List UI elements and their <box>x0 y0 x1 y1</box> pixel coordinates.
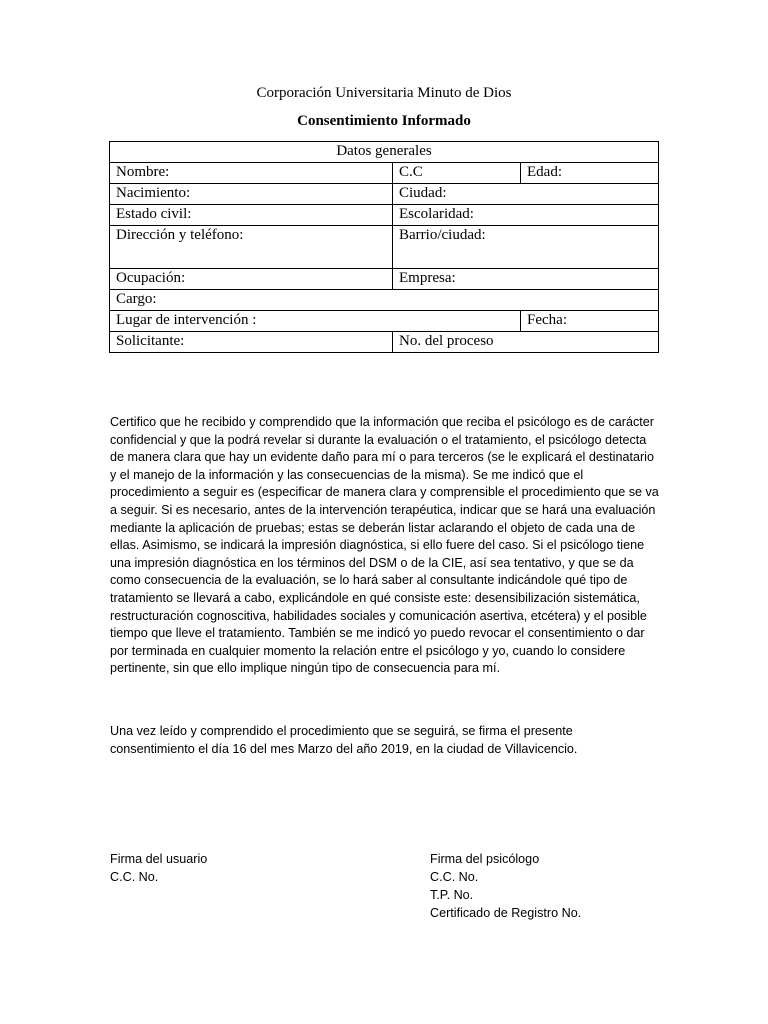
fecha-field: Fecha: <box>521 311 659 332</box>
section-title: Datos generales <box>110 142 659 163</box>
institution-name: Corporación Universitaria Minuto de Dios <box>256 85 512 101</box>
psychologist-signature-block <box>430 850 581 922</box>
nacimiento-field: Nacimiento: <box>110 184 393 205</box>
psychologist-tp-label: T.P. No. <box>430 888 474 902</box>
estado-civil-field: Estado civil: <box>110 205 393 226</box>
signing-paragraph: Una vez leído y comprendido el procedimiento que se seguirá, se firma el presente consentimiento el día 16 del mes Marzo del año 2019, en la ciudad de Villavicencio. <box>110 724 578 756</box>
proceso-field: No. del proceso <box>393 332 659 353</box>
direccion-field: Dirección y teléfono: <box>110 226 393 269</box>
user-cc-label: C.C. No. <box>110 870 159 884</box>
psychologist-registry-label: Certificado de Registro No. <box>430 906 582 920</box>
document-title: Consentimiento Informado <box>297 113 471 129</box>
cc-field: C.C <box>393 163 521 184</box>
solicitante-field: Solicitante: <box>110 332 393 353</box>
cargo-field: Cargo: <box>110 290 659 311</box>
lugar-field: Lugar de intervención : <box>110 311 521 332</box>
ocupacion-field: Ocupación: <box>110 269 393 290</box>
user-signature-block <box>110 850 207 886</box>
user-signature-label: Firma del usuario <box>110 852 208 866</box>
nombre-field: Nombre: <box>110 163 393 184</box>
psychologist-cc-label: C.C. No. <box>430 870 479 884</box>
consent-paragraph: Certifico que he recibido y comprendido que la información que reciba el psicólogo es de carácter confidencial y que la podrá revelar si durante la evaluación o el tratamiento, el psicólogo detecta de manera clara que hay un evidente daño para mí o para terceros (se le explicará el destinatario y el manejo de la información y las consecuencias de la misma). Se me indicó que el procedimiento a seguir es (especificar de manera clara y comprensible el procedimiento que se va a seguir. Si es necesario, antes de la intervención terapéutica, indicar que se hará una evaluación mediante la aplicación de pruebas; estas se deberán listar aclarando el objeto de cada una de ellas. Asimismo, se indicará la impresión diagnóstica, si ello fuere del caso. Si el psicólogo tiene una impresión diagnóstica en los términos del DSM o de la CIE, así sea tentativo, y que se da como consecuencia de la evaluación, se lo hará saber al consultante indicándole qué tipo de tratamiento se llevará a cabo, explicándole en qué consiste este: desensibilización sistemática, restructuración cognoscitiva, habilidades sociales y comunicación asertiva, etcétera) y el posible tiempo que lleve el tratamiento. También se me indicó yo puedo revocar el consentimiento o dar por terminada en cualquier momento la relación entre el psicólogo y yo, cuando lo considere pertinente, sin que ello implique ningún tipo de consecuencia para mí. <box>110 415 659 676</box>
general-data-table <box>109 141 659 353</box>
empresa-field: Empresa: <box>393 269 659 290</box>
ciudad-field: Ciudad: <box>393 184 659 205</box>
escolaridad-field: Escolaridad: <box>393 205 659 226</box>
edad-field: Edad: <box>521 163 659 184</box>
psychologist-signature-label: Firma del psicólogo <box>430 852 540 866</box>
barrio-field: Barrio/ciudad: <box>393 226 659 269</box>
